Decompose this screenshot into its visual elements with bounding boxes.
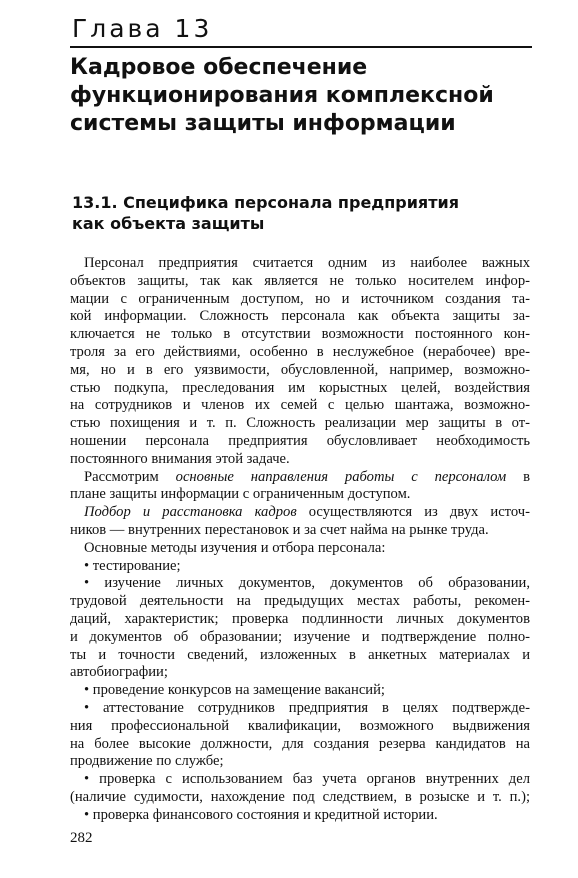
paragraph-line: мации с ограниченным доступом, но и источником создания та- bbox=[70, 290, 530, 307]
chapter-title bbox=[70, 54, 540, 138]
list-item-line: на более высокие должности, для создания резерва кандидатов на bbox=[70, 735, 530, 752]
section-heading bbox=[72, 192, 532, 234]
section-heading-line: 13.1. Специфика персонала предприятия bbox=[72, 193, 459, 212]
paragraph-line: объектов защиты, так как является не только носителем инфор- bbox=[70, 272, 530, 289]
section-heading-line: как объекта защиты bbox=[72, 214, 265, 233]
list-item-line: (наличие судимости, нахождение под следствием, в розыске и т. п.); bbox=[70, 788, 530, 805]
list-item-line: ния профессиональной квалификации, возможного выдвижения bbox=[70, 717, 530, 734]
chapter-divider bbox=[70, 46, 532, 48]
page-number: 282 bbox=[70, 830, 93, 846]
list-item: • проверка с использованием баз учета органов внутренних дел bbox=[84, 771, 530, 788]
paragraph-line: постоянного внимания этой задаче. bbox=[70, 450, 290, 467]
text-run: осуществляются из двух источ- bbox=[296, 504, 530, 521]
chapter-title-line: системы защиты информации bbox=[70, 111, 456, 136]
list-item: • тестирование; bbox=[84, 557, 181, 574]
text-run: Рассмотрим bbox=[84, 468, 176, 485]
paragraph-line: мя, но и в его уязвимости, обусловленной, например, возможно- bbox=[70, 361, 530, 378]
paragraph-line: ключается не только в отсутствии возможности постоянного кон- bbox=[70, 326, 530, 343]
emphasis-text: Подбор и расстановка кадров bbox=[84, 504, 297, 521]
paragraph-line: на сотрудников и членов их семей с целью шантажа, возможно- bbox=[70, 397, 530, 414]
paragraph-line: ношении персонала предприятия обусловливает необходимость bbox=[70, 432, 530, 449]
paragraph-line: плане защиты информации с ограниченным доступом. bbox=[70, 486, 411, 503]
paragraph-line: стью похищения и т. п. Сложность реализации мер защиты в от- bbox=[70, 415, 530, 432]
paragraph-line bbox=[70, 504, 530, 522]
paragraph-line: ников — внутренних перестановок и за счет найма на рынке труда. bbox=[70, 521, 489, 538]
paragraph-line: стью подкупа, преследования им корыстных целей, воздействия bbox=[70, 379, 530, 396]
list-item-line: даций, характеристик; проверка подлинности личных документов bbox=[70, 610, 530, 627]
paragraph-line bbox=[70, 469, 530, 487]
list-item-line: продвижение по службе; bbox=[70, 753, 224, 770]
text-run: в bbox=[506, 468, 530, 485]
list-item: • проведение конкурсов на замещение вакансий; bbox=[84, 682, 385, 699]
chapter-title-line: Кадровое обеспечение bbox=[70, 55, 368, 80]
chapter-label: Глава 13 bbox=[72, 14, 213, 43]
list-item: • аттестование сотрудников предприятия в целях подтвержде- bbox=[84, 699, 530, 716]
paragraph-line: кой информации. Сложность персонала как объекта защиты за- bbox=[70, 308, 530, 325]
paragraph-line: Персонал предприятия считается одним из наиболее важных bbox=[84, 255, 530, 271]
paragraph-line: троля за его действиями, особенно в неслужебное (нерабочее) вре- bbox=[70, 343, 530, 360]
paragraph-line: Основные методы изучения и отбора персонала: bbox=[84, 539, 386, 556]
emphasis-text: основные направления работы с персоналом bbox=[175, 468, 507, 485]
list-item-line: и документов об образовании; изучение и подтверждение полно- bbox=[70, 628, 530, 645]
list-item-line: автобиографии; bbox=[70, 664, 168, 681]
chapter-title-line: функционирования комплексной bbox=[70, 83, 494, 108]
body-text bbox=[70, 255, 530, 825]
list-item: • изучение личных документов, документов об образовании, bbox=[84, 575, 530, 592]
list-item: • проверка финансового состояния и кредитной истории. bbox=[84, 806, 438, 823]
list-item-line: трудовой деятельности на предыдущих местах работы, рекомен- bbox=[70, 593, 530, 610]
list-item-line: ты и точности сведений, изложенных в анкетных материалах и bbox=[70, 646, 530, 663]
